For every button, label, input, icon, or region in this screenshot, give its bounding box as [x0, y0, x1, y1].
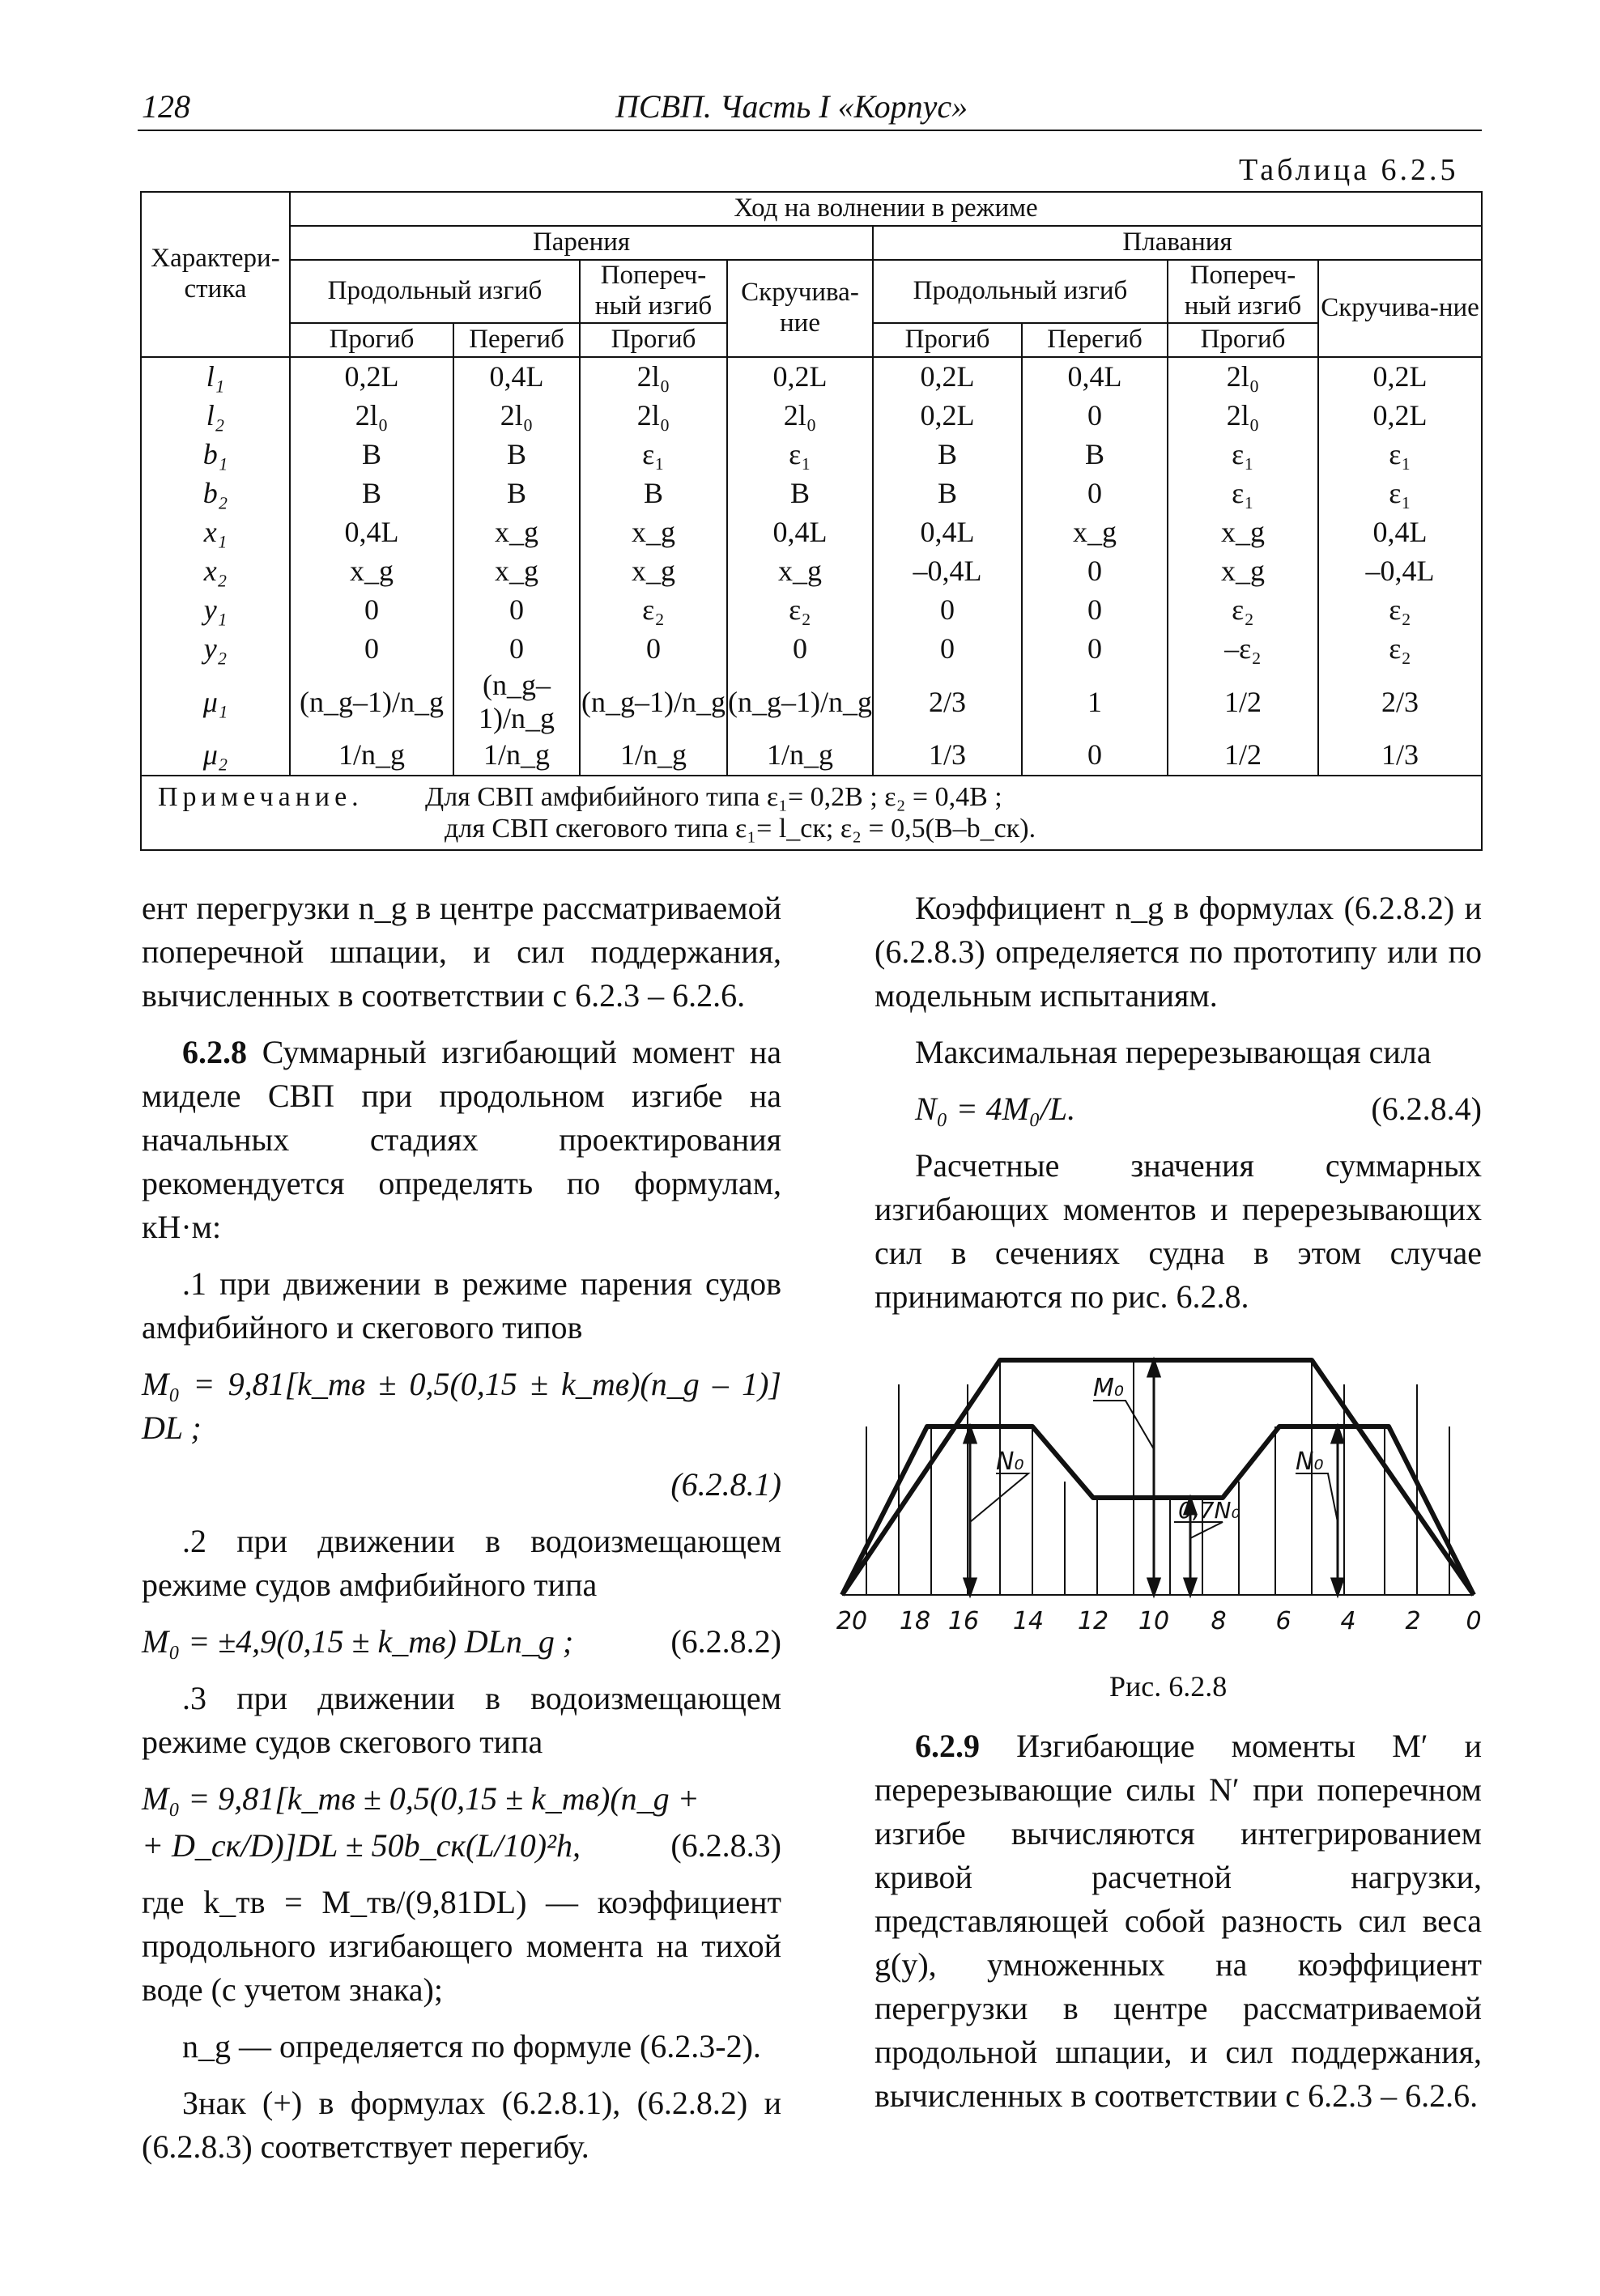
left-column [142, 887, 781, 2182]
row-characteristic: b₂ [141, 474, 290, 513]
formula-number: (6.2.8.3) [670, 1827, 781, 1864]
note-label: Примечание. [158, 781, 364, 812]
head-soaring: Парения [290, 226, 873, 260]
table-cell: 0 [1022, 474, 1168, 513]
formula-6-2-8-3b [142, 1824, 781, 1868]
paragraph-continuation: ент перегрузки n_g в центре рассматриваемой поперечной шпации, и сил поддержания, вычисленных в соответствии с 6.2.3 – 6.2.6. [142, 890, 781, 1014]
row-characteristic: x₁ [141, 513, 290, 552]
running-header: ПСВП. Часть I «Корпус» [615, 88, 968, 125]
table-cell: 1/3 [873, 736, 1022, 776]
row-characteristic: y₁ [141, 591, 290, 630]
row-characteristic: μ₂ [141, 736, 290, 776]
table-cell: (n_g–1)/n_g [453, 669, 580, 736]
table-cell: ε₂ [1318, 591, 1482, 630]
table-cell: 0,2L [1318, 357, 1482, 397]
table-cell: x_g [453, 552, 580, 591]
head-torsion: Скручива-ние [1318, 260, 1482, 357]
head-characteristic: Характери-стика [141, 192, 290, 357]
table-cell: (n_g–1)/n_g [290, 669, 453, 736]
table-cell: ε₂ [727, 591, 873, 630]
table-row [141, 397, 1482, 436]
table-cell: 2l₀ [1168, 397, 1318, 436]
paragraph-ng: Коэффициент n_g в формулах (6.2.8.2) и (6.2.8.3) определяется по прототипу или по модельным испытаниям. [874, 890, 1482, 1014]
table-cell: 0,2L [873, 357, 1022, 397]
table-row [141, 357, 1482, 397]
table-row [141, 736, 1482, 776]
row-characteristic: μ₁ [141, 669, 290, 736]
formula-6-2-8-3a: M₀ = 9,81[k_тв ± 0,5(0,15 ± k_тв)(n_g + [142, 1780, 700, 1817]
figure-caption: Рис. 6.2.8 [1109, 1670, 1228, 1703]
table-cell: x_g [1168, 552, 1318, 591]
table-cell: (n_g–1)/n_g [727, 669, 873, 736]
table-cell: ε₂ [1318, 630, 1482, 669]
table-cell: 0 [1022, 552, 1168, 591]
section-number: 6.2.9 [915, 1728, 980, 1764]
table-cell: 1/n_g [453, 736, 580, 776]
paragraph-text: Суммарный изгибающий момент на миделе СВП при продольном изгибе на начальных стадиях проектирования рекомендуется определять по формулам, кН·м: [142, 1034, 781, 1245]
table-cell: 2l₀ [580, 397, 727, 436]
table-cell: 0 [580, 630, 727, 669]
head-hog: Перегиб [1022, 323, 1168, 357]
table-cell: 2/3 [873, 669, 1022, 736]
table-cell: B [1022, 436, 1168, 474]
table-cell: 0 [873, 630, 1022, 669]
table-cell: 2l₀ [1168, 357, 1318, 397]
paragraph-design-values: Расчетные значения суммарных изгибающих моментов и перерезывающих сил в сечениях судна в этом случае принимаются по рис. 6.2.8. [874, 1147, 1482, 1315]
table-cell: ε₁ [1168, 474, 1318, 513]
table-cell: 0 [1022, 736, 1168, 776]
axis-tick-label: 4 [1340, 1607, 1356, 1635]
table-cell: –0,4L [1318, 552, 1482, 591]
note-line-1: Для СВП амфибийного типа ε₁= 0,2B ; ε₂ = 0,4B ; [425, 781, 1002, 812]
label-m0: M₀ [1093, 1374, 1124, 1402]
row-characteristic: l₂ [141, 397, 290, 436]
table-cell: 1/2 [1168, 669, 1318, 736]
table-cell: 2l₀ [580, 357, 727, 397]
table-cell: 1/n_g [290, 736, 453, 776]
table-cell: (n_g–1)/n_g [580, 669, 727, 736]
table-row [141, 474, 1482, 513]
page-number: 128 [142, 88, 190, 125]
row-characteristic: x₂ [141, 552, 290, 591]
formula-number: (6.2.8.4) [1371, 1091, 1482, 1127]
table-cell: ε₁ [1318, 436, 1482, 474]
paragraph-6-2-8 [142, 1031, 781, 1249]
right-column-lower [874, 1724, 1482, 2131]
axis-tick-label: 8 [1211, 1607, 1227, 1635]
axis-tick-label: 10 [1138, 1607, 1170, 1635]
formula-number: (6.2.8.2) [670, 1623, 781, 1660]
label-07n0: 0,7N₀ [1178, 1497, 1240, 1524]
ng-definition: n_g — определяется по формуле (6.2.3-2). [182, 2028, 761, 2064]
table-cell: B [873, 436, 1022, 474]
head-sag: Прогиб [1168, 323, 1318, 357]
table-cell: 0,2L [727, 357, 873, 397]
axis-tick-label: 6 [1275, 1607, 1291, 1635]
table-cell: B [873, 474, 1022, 513]
table-cell: B [453, 436, 580, 474]
formula-6-2-8-2 [142, 1620, 781, 1664]
table-cell: 2/3 [1318, 669, 1482, 736]
table-cell: –ε₂ [1168, 630, 1318, 669]
table-cell: 0 [290, 630, 453, 669]
moment-curve [842, 1360, 1474, 1595]
axis-tick-label: 20 [836, 1607, 868, 1635]
head-long-bend: Продольный изгиб [873, 260, 1168, 323]
table-cell: x_g [453, 513, 580, 552]
head-main: Ход на волнении в режиме [290, 192, 1482, 226]
table-cell: 0,4L [1318, 513, 1482, 552]
table-cell: ε₂ [1168, 591, 1318, 630]
table-cell: 0,4L [453, 357, 580, 397]
table-caption: Таблица 6.2.5 [1239, 153, 1459, 187]
row-characteristic: y₂ [141, 630, 290, 669]
head-sag: Прогиб [873, 323, 1022, 357]
table-cell: 0,2L [1318, 397, 1482, 436]
table-cell: B [727, 474, 873, 513]
table-cell: ε₁ [727, 436, 873, 474]
head-sag: Прогиб [290, 323, 453, 357]
row-characteristic: b₁ [141, 436, 290, 474]
table-cell: x_g [290, 552, 453, 591]
table-cell: B [580, 474, 727, 513]
table-cell: 0 [873, 591, 1022, 630]
table-cell: 2l₀ [453, 397, 580, 436]
label-n0-right: N₀ [1296, 1448, 1324, 1476]
table-cell: 1/2 [1168, 736, 1318, 776]
table-cell: 0,2L [873, 397, 1022, 436]
table-row [141, 669, 1482, 736]
table-cell: 0 [1022, 630, 1168, 669]
table-cell: 0,2L [290, 357, 453, 397]
item-2: .2 при движении в водоизмещающем режиме судов амфибийного типа [142, 1523, 781, 1603]
table-cell: 1/n_g [580, 736, 727, 776]
label-n0-left: N₀ [996, 1448, 1024, 1476]
table-cell: x_g [1022, 513, 1168, 552]
table-cell: 1/3 [1318, 736, 1482, 776]
table-cell: x_g [580, 513, 727, 552]
table-6-2-5 [140, 191, 1483, 851]
axis-tick-label: 16 [947, 1607, 980, 1635]
item-1: .1 при движении в режиме парения судов амфибийного и скегового типов [142, 1265, 781, 1346]
head-sag: Прогиб [580, 323, 727, 357]
axis-tick-label: 0 [1466, 1607, 1482, 1635]
table-cell: B [290, 474, 453, 513]
table-cell: 0,4L [1022, 357, 1168, 397]
item-3: .3 при движении в водоизмещающем режиме судов скегового типа [142, 1680, 781, 1760]
row-characteristic: l₁ [141, 357, 290, 397]
head-long-bend: Продольный изгиб [290, 260, 580, 323]
head-floating: Плавания [873, 226, 1482, 260]
head-torsion: Скручива-ние [727, 260, 873, 357]
figure-6-2-8 [834, 1336, 1482, 1652]
head-trans-bend: Попереч-ный изгиб [1168, 260, 1318, 323]
table-row [141, 436, 1482, 474]
axis-tick-label: 12 [1077, 1607, 1109, 1635]
table-cell: 0,4L [727, 513, 873, 552]
note-line-2: для СВП скегового типа ε₁= l_ск; ε₂ = 0,5(B–b_ск). [445, 813, 1036, 844]
header-divider [138, 130, 1482, 131]
table-row [141, 513, 1482, 552]
formula-text: M₀ = ±4,9(0,15 ± k_тв) DLn_g ; [142, 1623, 574, 1660]
table-cell: 0 [1022, 591, 1168, 630]
table-cell: B [290, 436, 453, 474]
table-cell: B [453, 474, 580, 513]
table-cell: ε₁ [1318, 474, 1482, 513]
axis-tick-label: 18 [899, 1607, 931, 1635]
paragraph-max-shear: Максимальная перерезывающая сила [915, 1034, 1432, 1070]
table-cell: x_g [580, 552, 727, 591]
table-cell: x_g [1168, 513, 1318, 552]
table-cell: 1/n_g [727, 736, 873, 776]
formula-text: N₀ = 4M₀/L. [915, 1091, 1076, 1127]
formula-text: + D_ск/D)]DL ± 50b_ск(L/10)²h, [142, 1827, 581, 1864]
formula-number: (6.2.8.1) [670, 1466, 781, 1503]
table-cell: 0 [1022, 397, 1168, 436]
table-cell: ε₂ [580, 591, 727, 630]
table-cell: 0 [453, 591, 580, 630]
axis-tick-label: 14 [1012, 1607, 1045, 1635]
axis-tick-label: 2 [1405, 1607, 1421, 1635]
section-number: 6.2.8 [182, 1034, 247, 1070]
right-column [874, 887, 1482, 1332]
table-cell: ε₁ [580, 436, 727, 474]
paragraph-6-2-9 [874, 1724, 1482, 2118]
table-row [141, 552, 1482, 591]
sign-note: Знак (+) в формулах (6.2.8.1), (6.2.8.2) и (6.2.8.3) соответствует перегибу. [142, 2085, 781, 2165]
table-cell: 0 [290, 591, 453, 630]
head-hog: Перегиб [453, 323, 580, 357]
table-cell: 1 [1022, 669, 1168, 736]
where-clause: где k_тв = M_тв/(9,81DL) — коэффициент продольного изгибающего момента на тихой воде (с учетом знака); [142, 1884, 781, 2008]
table-cell: 0,4L [873, 513, 1022, 552]
table-note [141, 776, 1482, 850]
paragraph-text: Изгибающие моменты M′ и перерезывающие силы N′ при поперечном изгибе вычисляются интегрированием кривой расчетной нагрузки, представляющей собой разность сил веса g(y), умноженных на коэффициент перегрузки в центре рассматриваемой продольной шпации, и сил поддержания, вычисленных в соответствии с 6.2.3 – 6.2.6. [874, 1728, 1482, 2114]
table-cell: –0,4L [873, 552, 1022, 591]
table-cell: 0,4L [290, 513, 453, 552]
table-cell: x_g [727, 552, 873, 591]
table-cell: 2l₀ [290, 397, 453, 436]
table-row [141, 591, 1482, 630]
table-cell: ε₁ [1168, 436, 1318, 474]
table-row [141, 630, 1482, 669]
table-cell: 2l₀ [727, 397, 873, 436]
table-cell: 0 [727, 630, 873, 669]
head-trans-bend: Попереч-ный изгиб [580, 260, 727, 323]
table-cell: 0 [453, 630, 580, 669]
formula-6-2-8-4 [874, 1087, 1482, 1131]
formula-6-2-8-1: M₀ = 9,81[k_тв ± 0,5(0,15 ± k_тв)(n_g – 1)] DL ; [142, 1366, 781, 1446]
